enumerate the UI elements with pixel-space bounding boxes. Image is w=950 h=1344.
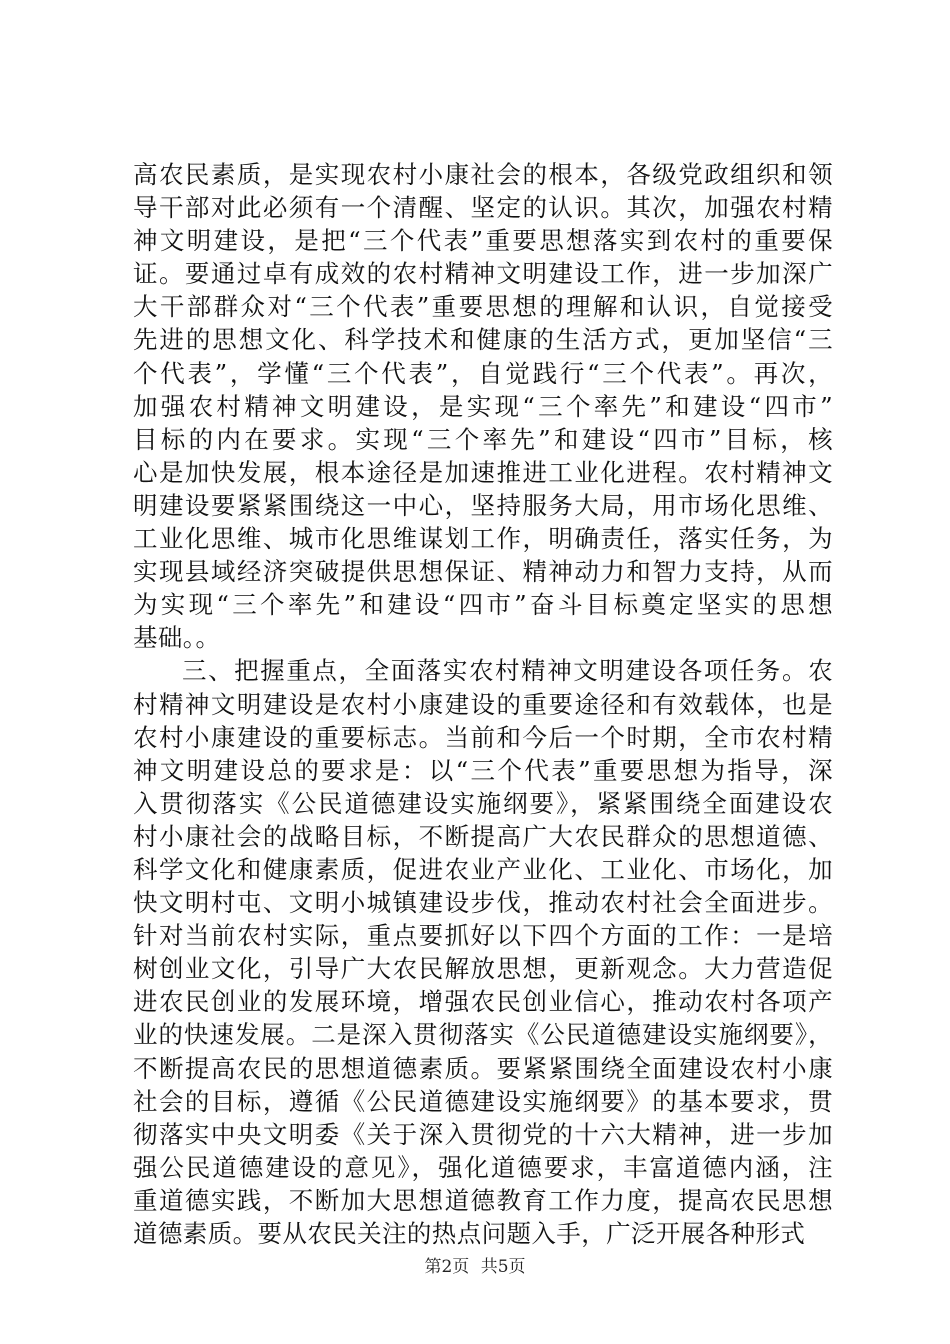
text-line: 三、把握重点，全面落实农村精神文明建设各项任务。农 — [182, 656, 833, 686]
document-body — [133, 158, 833, 1250]
text-line: 高农民素质，是实现农村小康社会的根本，各级党政组织和领 — [133, 160, 833, 189]
text-line: 重道德实践，不断加大思想道德教育工作力度，提高农民思想 — [133, 1185, 833, 1215]
text-line: 大干部群众对“三个代表”重要思想的理解和认识，自觉接受 — [133, 292, 833, 322]
text-line: 实现县域经济突破提供思想保证、精神动力和智力支持，从而 — [133, 557, 833, 587]
page-footer — [0, 1252, 950, 1277]
text-line: 目标的内在要求。实现“三个率先”和建设“四市”目标，核 — [133, 424, 833, 454]
text-line: 明建设要紧紧围绕这一中心，坚持服务大局，用市场化思维、 — [133, 490, 833, 520]
page-total: 共5页 — [480, 1257, 526, 1277]
text-line: 道德素质。要从农民关注的热点问题入手，广泛开展各种形式 — [133, 1219, 806, 1248]
text-line: 心是加快发展，根本途径是加速推进工业化进程。农村精神文 — [133, 457, 833, 487]
paragraph — [133, 654, 833, 1250]
text-line: 进农民创业的发展环境，增强农民创业信心，推动农村各项产 — [133, 987, 833, 1017]
text-line: 神文明建设总的要求是：以“三个代表”重要思想为指导，深 — [133, 755, 833, 785]
text-line: 证。要通过卓有成效的农村精神文明建设工作，进一步加深广 — [133, 259, 833, 289]
text-line: 村小康社会的战略目标，不断提高广大农民群众的思想道德、 — [133, 821, 833, 851]
text-line: 为实现“三个率先”和建设“四市”奋斗目标奠定坚实的思想 — [133, 590, 833, 620]
text-line: 农村小康建设的重要标志。当前和今后一个时期，全市农村精 — [133, 722, 833, 752]
text-line: 强公民道德建设的意见》，强化道德要求，丰富道德内涵，注 — [133, 1152, 833, 1182]
paragraph — [133, 158, 833, 654]
text-line: 个代表”，学懂“三个代表”，自觉践行“三个代表”。再次， — [133, 358, 833, 388]
text-line: 基础。。 — [133, 623, 221, 653]
text-line: 加强农村精神文明建设，是实现“三个率先”和建设“四市” — [133, 391, 833, 421]
text-line: 树创业文化，引导广大农民解放思想，更新观念。大力营造促 — [133, 954, 833, 984]
text-line: 入贯彻落实《公民道德建设实施纲要》，紧紧围绕全面建设农 — [133, 788, 833, 818]
text-line: 科学文化和健康素质，促进农业产业化、工业化、市场化，加 — [133, 854, 833, 884]
text-line: 村精神文明建设是农村小康建设的重要途径和有效载体，也是 — [133, 689, 833, 719]
page-number: 第2页 — [424, 1257, 470, 1277]
text-line: 不断提高农民的思想道德素质。要紧紧围绕全面建设农村小康 — [133, 1053, 833, 1083]
text-line: 社会的目标，遵循《公民道德建设实施纲要》的基本要求，贯 — [133, 1086, 833, 1116]
text-line: 工业化思维、城市化思维谋划工作，明确责任，落实任务，为 — [133, 524, 833, 554]
text-line: 先进的思想文化、科学技术和健康的生活方式，更加坚信“三 — [133, 325, 833, 355]
text-line: 神文明建设，是把“三个代表”重要思想落实到农村的重要保 — [133, 226, 833, 256]
text-line: 快文明村屯、文明小城镇建设步伐，推动农村社会全面进步。 — [133, 888, 833, 918]
text-line: 导干部对此必须有一个清醒、坚定的认识。其次，加强农村精 — [133, 193, 833, 223]
text-line: 业的快速发展。二是深入贯彻落实《公民道德建设实施纲要》， — [133, 1020, 833, 1050]
text-line: 彻落实中央文明委《关于深入贯彻党的十六大精神，进一步加 — [133, 1119, 833, 1149]
text-line: 针对当前农村实际，重点要抓好以下四个方面的工作：一是培 — [133, 921, 833, 951]
